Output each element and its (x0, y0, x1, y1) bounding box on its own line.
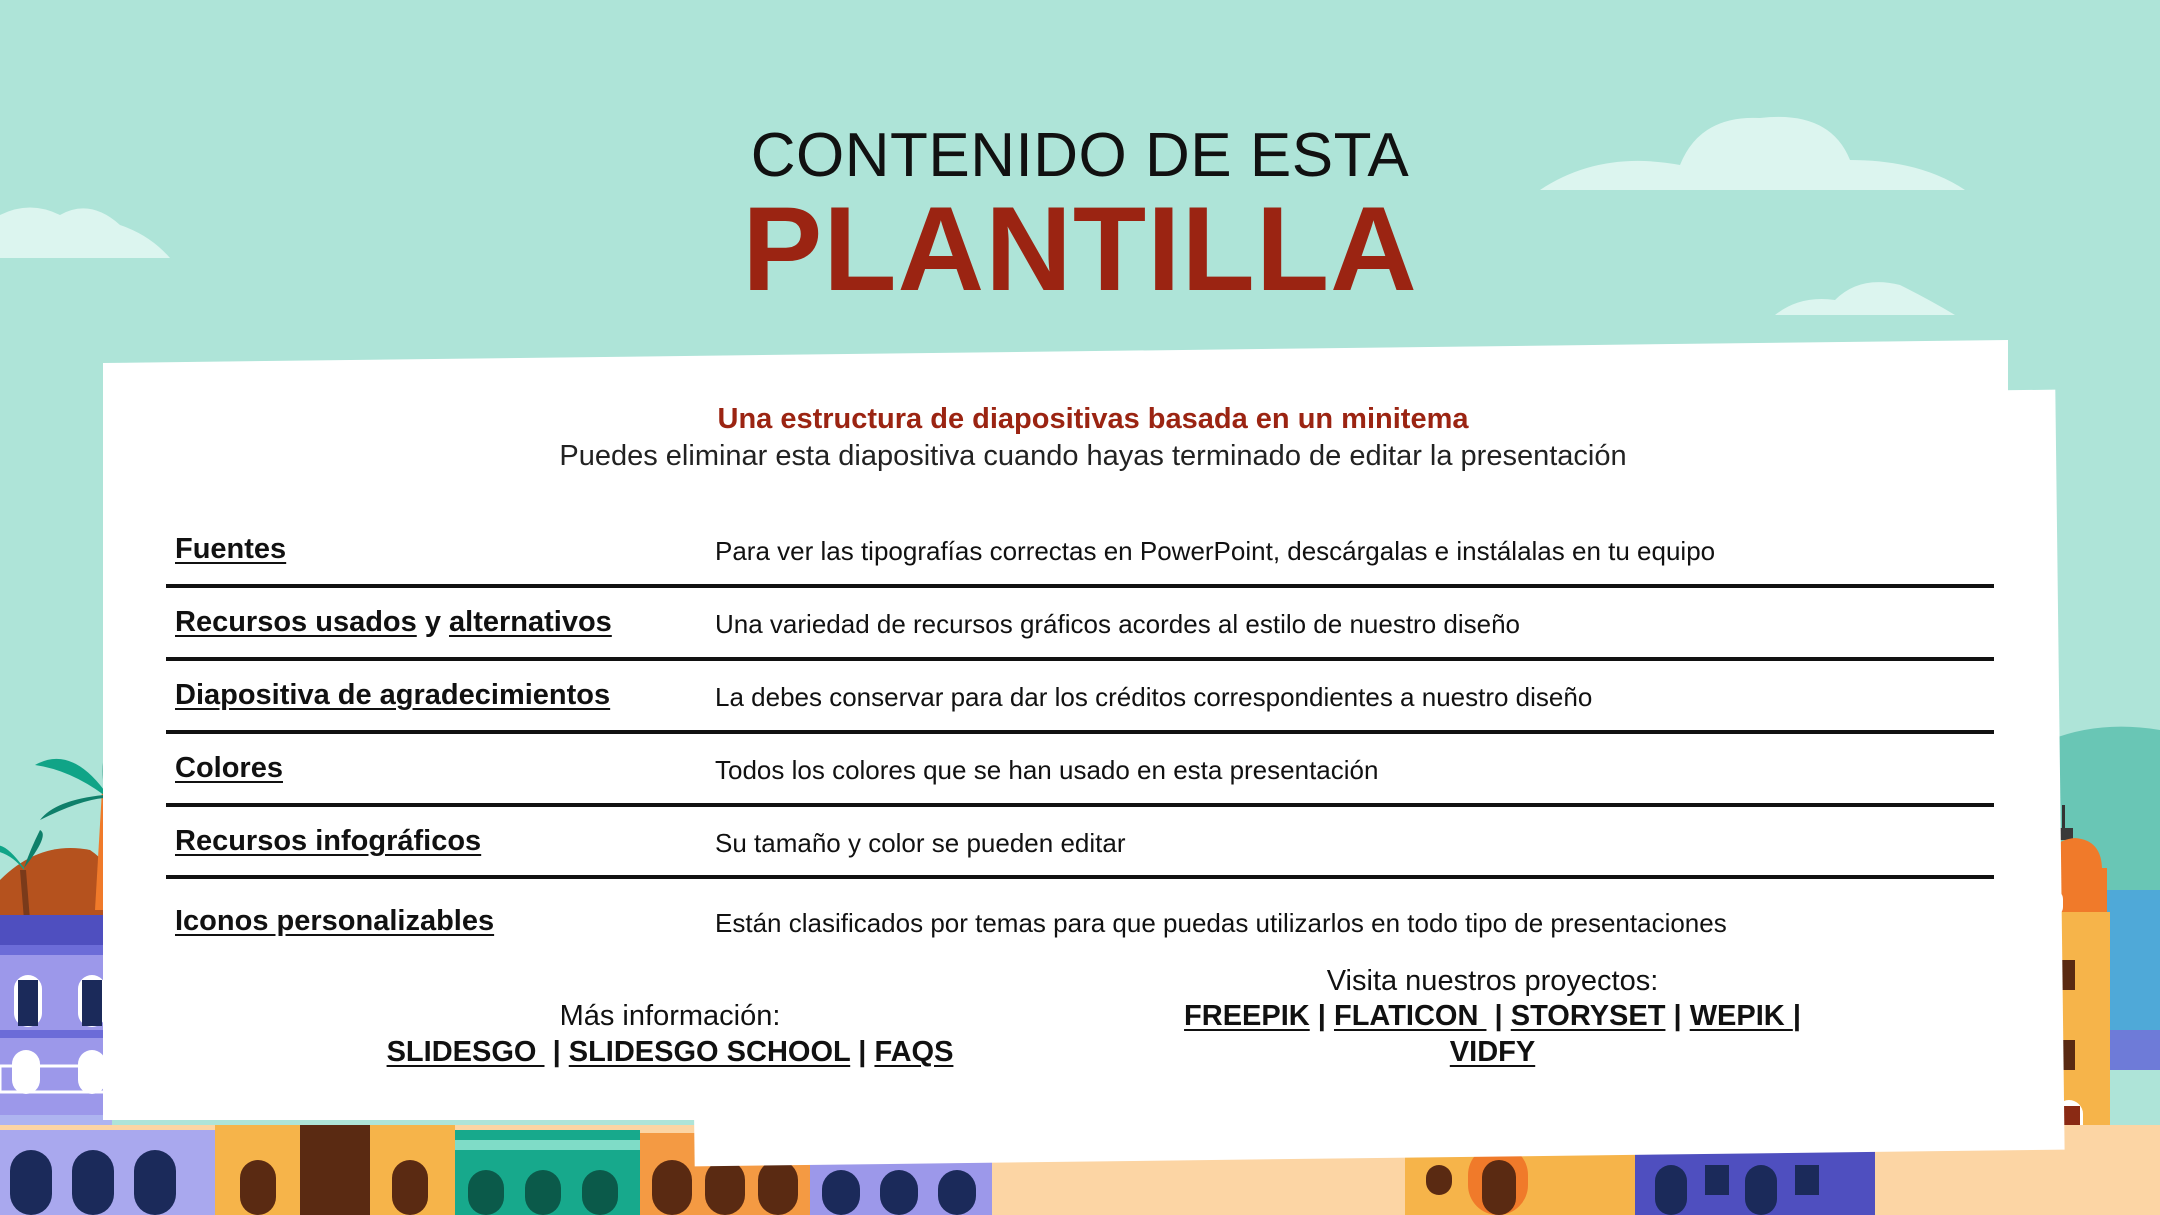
subtitle-note: Puedes eliminar esta diapositiva cuando hayas terminado de editar la presentación (559, 440, 1627, 472)
separator: | (552, 1036, 561, 1068)
link-slidesgo-school[interactable]: SLIDESGO SCHOOL (568, 1036, 851, 1068)
page-title-main: PLANTILLA (742, 182, 1418, 316)
link-alternativos[interactable]: alternativos (449, 606, 612, 638)
visit-projects-label: Visita nuestros proyectos: (1326, 965, 1659, 997)
separator: | (858, 1036, 867, 1068)
project-links-line2 (1150, 1036, 1835, 1069)
link-iconos[interactable]: Iconos personalizables (175, 905, 495, 937)
row-desc-agradecimientos: La debes conservar para dar los créditos correspondientes a nuestro diseño (715, 682, 1593, 712)
row-desc-infograficos: Su tamaño y color se pueden editar (715, 828, 1126, 858)
row-label-recursos (175, 606, 612, 639)
link-fuentes[interactable]: Fuentes (175, 533, 287, 565)
link-slidesgo[interactable]: SLIDESGO (386, 1036, 545, 1068)
row-label-colores[interactable] (175, 752, 283, 785)
row-label-fuentes[interactable] (175, 533, 286, 566)
link-agradecimientos[interactable]: Diapositiva de agradecimientos (175, 679, 611, 711)
link-wepik[interactable]: WEPIK (1689, 1000, 1793, 1032)
row-label-agradecimientos[interactable] (175, 679, 610, 712)
separator: | (1673, 1000, 1682, 1032)
row-desc-recursos: Una variedad de recursos gráficos acordes al estilo de nuestro diseño (715, 609, 1521, 639)
subtitle-highlight: Una estructura de diapositivas basada en un minitema (717, 403, 1469, 435)
link-colores[interactable]: Colores (175, 752, 283, 784)
link-storyset[interactable]: STORYSET (1510, 1000, 1666, 1032)
row-desc-fuentes: Para ver las tipografías correctas en PowerPoint, descárgalas e instálalas en tu equipo (715, 536, 1716, 566)
separator: | (1792, 1000, 1801, 1032)
more-info-label: Más información: (559, 1000, 781, 1032)
row-label-iconos[interactable] (175, 905, 494, 938)
row-label-infograficos[interactable] (175, 825, 481, 858)
link-faqs[interactable]: FAQS (874, 1036, 954, 1068)
row-divider (166, 730, 1994, 734)
row-divider (166, 657, 1994, 661)
link-freepik[interactable]: FREEPIK (1184, 1000, 1310, 1032)
project-links (1150, 1000, 1835, 1033)
row-divider (166, 875, 1994, 879)
row-divider (166, 584, 1994, 588)
link-flaticon[interactable]: FLATICON (1333, 1000, 1487, 1032)
link-infograficos[interactable]: Recursos infográficos (175, 825, 482, 857)
label-join: y (416, 606, 450, 638)
more-info-links (340, 1036, 1000, 1069)
row-desc-colores: Todos los colores que se han usado en esta presentación (715, 755, 1379, 785)
separator: | (1317, 1000, 1326, 1032)
row-desc-iconos: Están clasificados por temas para que puedas utilizarlos en todo tipo de presentaciones (715, 908, 1727, 938)
link-recursos-usados[interactable]: Recursos usados (175, 606, 417, 638)
page-title-line1: CONTENIDO DE ESTA (750, 121, 1410, 190)
separator: | (1494, 1000, 1503, 1032)
link-vidfy[interactable]: VIDFY (1449, 1036, 1536, 1068)
row-divider (166, 803, 1994, 807)
